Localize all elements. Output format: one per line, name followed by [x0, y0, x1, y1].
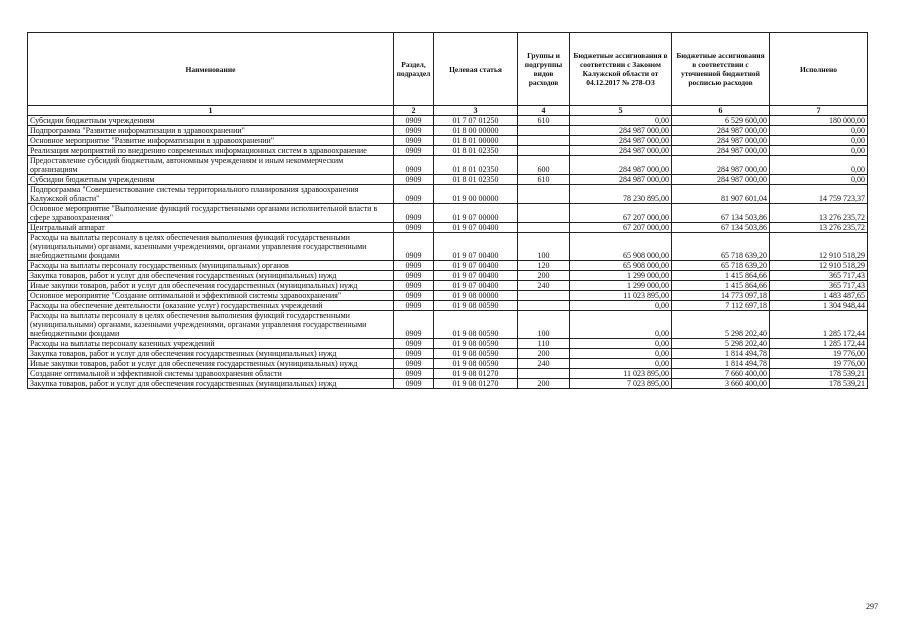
- row-budget-refined: 1 814 494,78: [672, 349, 770, 359]
- row-group: [518, 146, 570, 156]
- row-target: 01 9 07 00400: [434, 261, 518, 271]
- table-row: [28, 281, 868, 291]
- row-target: 01 8 00 00000: [434, 126, 518, 136]
- row-budget-law: 67 207 000,00: [570, 204, 672, 223]
- row-group: 600: [518, 156, 570, 175]
- row-name: Иные закупки товаров, работ и услуг для обеспечения государственных (муниципальных) нужд: [28, 359, 394, 369]
- row-target: 01 9 08 00590: [434, 311, 518, 339]
- table-row: [28, 349, 868, 359]
- row-target: 01 9 07 00400: [434, 223, 518, 233]
- table-row: [28, 136, 868, 146]
- row-executed: 1 285 172,44: [770, 311, 868, 339]
- row-executed: 178 539,21: [770, 379, 868, 389]
- row-section: 0909: [394, 359, 434, 369]
- row-group: 200: [518, 379, 570, 389]
- row-budget-refined: 5 298 202,40: [672, 311, 770, 339]
- row-budget-refined: 284 987 000,00: [672, 136, 770, 146]
- row-target: 01 9 08 00590: [434, 349, 518, 359]
- row-group: [518, 291, 570, 301]
- row-budget-law: 67 207 000,00: [570, 223, 672, 233]
- row-budget-law: 0,00: [570, 116, 672, 126]
- row-group: 200: [518, 349, 570, 359]
- row-executed: 1 285 172,44: [770, 339, 868, 349]
- row-target: 01 9 08 00590: [434, 339, 518, 349]
- row-budget-law: 11 023 895,00: [570, 369, 672, 379]
- row-executed: 13 276 235,72: [770, 223, 868, 233]
- row-target: 01 9 07 00400: [434, 271, 518, 281]
- row-target: 01 9 08 00590: [434, 301, 518, 311]
- row-section: 0909: [394, 116, 434, 126]
- column-number: 4: [518, 106, 570, 116]
- row-budget-law: 1 299 000,00: [570, 271, 672, 281]
- row-name: Расходы на выплаты персоналу в целях обеспечения выполнения функций государственными (муниципальными) органами, казенными учреждениями, органами управления государственными внебюджетными фондами: [28, 311, 394, 339]
- table-row: [28, 223, 868, 233]
- row-name: Иные закупки товаров, работ и услуг для обеспечения государственных (муниципальных) нужд: [28, 281, 394, 291]
- row-executed: 12 910 518,29: [770, 261, 868, 271]
- row-name: Расходы на выплаты персоналу государственных (муниципальных) органов: [28, 261, 394, 271]
- row-name: Подпрограмма "Совершенствование системы территориального планирования здравоохранения Калужской области": [28, 185, 394, 204]
- budget-table: [27, 32, 868, 389]
- row-group: [518, 301, 570, 311]
- row-executed: 19 776,00: [770, 359, 868, 369]
- row-budget-refined: 7 112 697,18: [672, 301, 770, 311]
- row-target: 01 8 01 00000: [434, 136, 518, 146]
- row-target: 01 9 08 00590: [434, 359, 518, 369]
- column-number: 1: [28, 106, 394, 116]
- column-number: 6: [672, 106, 770, 116]
- row-name: Центральный аппарат: [28, 223, 394, 233]
- table-row: [28, 146, 868, 156]
- row-section: 0909: [394, 311, 434, 339]
- row-name: Закупка товаров, работ и услуг для обеспечения государственных (муниципальных) нужд: [28, 271, 394, 281]
- table-row: [28, 339, 868, 349]
- row-executed: 19 776,00: [770, 349, 868, 359]
- table-row: [28, 156, 868, 175]
- table-row: [28, 359, 868, 369]
- row-target: 01 9 07 00400: [434, 233, 518, 261]
- row-target: 01 8 01 02350: [434, 156, 518, 175]
- header-section: Раздел, подраздел: [394, 33, 434, 106]
- header-executed: Исполнено: [770, 33, 868, 106]
- row-group: 110: [518, 339, 570, 349]
- row-budget-law: 11 023 895,00: [570, 291, 672, 301]
- row-name: Закупка товаров, работ и услуг для обеспечения государственных (муниципальных) нужд: [28, 379, 394, 389]
- table-row: [28, 311, 868, 339]
- header-name: Наименование: [28, 33, 394, 106]
- row-budget-law: 284 987 000,00: [570, 156, 672, 175]
- row-budget-refined: 14 773 097,18: [672, 291, 770, 301]
- row-budget-law: 0,00: [570, 311, 672, 339]
- row-section: 0909: [394, 271, 434, 281]
- row-section: 0909: [394, 301, 434, 311]
- row-target: 01 8 01 02350: [434, 175, 518, 185]
- row-budget-refined: 3 660 400,00: [672, 379, 770, 389]
- row-budget-refined: 81 907 601,04: [672, 185, 770, 204]
- row-section: 0909: [394, 223, 434, 233]
- row-executed: 0,00: [770, 126, 868, 136]
- table-row: [28, 175, 868, 185]
- column-number: 7: [770, 106, 868, 116]
- row-section: 0909: [394, 175, 434, 185]
- row-group: 610: [518, 175, 570, 185]
- row-name: Субсидии бюджетным учреждениям: [28, 175, 394, 185]
- row-budget-refined: 67 134 503,86: [672, 204, 770, 223]
- row-budget-refined: 5 298 202,40: [672, 339, 770, 349]
- row-budget-refined: 65 718 639,20: [672, 233, 770, 261]
- row-executed: 178 539,21: [770, 369, 868, 379]
- row-budget-refined: 284 987 000,00: [672, 126, 770, 136]
- row-executed: 1 483 487,65: [770, 291, 868, 301]
- row-group: [518, 204, 570, 223]
- row-name: Создание оптимальной и эффективной системы здравоохранения области: [28, 369, 394, 379]
- row-name: Расходы на выплаты персоналу казенных учреждений: [28, 339, 394, 349]
- row-name: Предоставление субсидий бюджетным, автономным учреждениям и иным некоммерческим организациям: [28, 156, 394, 175]
- row-group: 200: [518, 271, 570, 281]
- row-executed: 12 910 518,29: [770, 233, 868, 261]
- header-row: [28, 33, 868, 106]
- row-group: 240: [518, 281, 570, 291]
- row-executed: 14 759 723,37: [770, 185, 868, 204]
- row-name: Расходы на обеспечение деятельности (оказание услуг) государственных учреждений: [28, 301, 394, 311]
- table-row: [28, 301, 868, 311]
- table-row: [28, 369, 868, 379]
- row-group: [518, 185, 570, 204]
- row-section: 0909: [394, 349, 434, 359]
- row-executed: 0,00: [770, 136, 868, 146]
- row-section: 0909: [394, 156, 434, 175]
- row-budget-refined: 1 415 864,66: [672, 281, 770, 291]
- row-section: 0909: [394, 379, 434, 389]
- row-budget-law: 7 023 895,00: [570, 379, 672, 389]
- row-budget-law: 78 230 895,00: [570, 185, 672, 204]
- table-row: [28, 233, 868, 261]
- row-budget-law: 284 987 000,00: [570, 136, 672, 146]
- row-target: 01 8 01 02350: [434, 146, 518, 156]
- row-executed: 180 000,00: [770, 116, 868, 126]
- row-executed: 0,00: [770, 175, 868, 185]
- table-body: [28, 106, 868, 389]
- row-budget-law: 0,00: [570, 301, 672, 311]
- row-budget-law: 1 299 000,00: [570, 281, 672, 291]
- row-group: 610: [518, 116, 570, 126]
- row-budget-law: 65 908 000,00: [570, 261, 672, 271]
- column-number: 3: [434, 106, 518, 116]
- column-number: 5: [570, 106, 672, 116]
- row-budget-refined: 6 529 600,00: [672, 116, 770, 126]
- row-section: 0909: [394, 281, 434, 291]
- row-name: Расходы на выплаты персоналу в целях обеспечения выполнения функций государственными (муниципальными) органами, казенными учреждениями, органами управления государственными внебюджетными фондами: [28, 233, 394, 261]
- row-target: 01 9 08 01270: [434, 369, 518, 379]
- row-section: 0909: [394, 369, 434, 379]
- header-group: Группы и подгруппы видов расходов: [518, 33, 570, 106]
- row-group: [518, 126, 570, 136]
- row-section: 0909: [394, 339, 434, 349]
- row-section: 0909: [394, 126, 434, 136]
- row-budget-refined: 1 415 864,66: [672, 271, 770, 281]
- row-target: 01 9 08 00000: [434, 291, 518, 301]
- row-name: Реализация мероприятий по внедрению современных информационных систем в здравоохранение: [28, 146, 394, 156]
- row-group: [518, 136, 570, 146]
- row-budget-law: 0,00: [570, 349, 672, 359]
- row-executed: 365 717,43: [770, 281, 868, 291]
- row-name: Основное мероприятие "Развитие информатизации в здравоохранении": [28, 136, 394, 146]
- row-executed: 365 717,43: [770, 271, 868, 281]
- row-budget-refined: 1 814 494,78: [672, 359, 770, 369]
- row-budget-refined: 7 660 400,00: [672, 369, 770, 379]
- row-budget-refined: 67 134 503,86: [672, 223, 770, 233]
- row-budget-refined: 65 718 639,20: [672, 261, 770, 271]
- row-budget-law: 284 987 000,00: [570, 146, 672, 156]
- row-target: 01 9 07 00000: [434, 204, 518, 223]
- row-section: 0909: [394, 136, 434, 146]
- header-budget-refined: Бюджетные ассигнования в соответствии с уточненной бюджетной росписью расходов: [672, 33, 770, 106]
- table-row: [28, 116, 868, 126]
- row-target: 01 7 07 01250: [434, 116, 518, 126]
- row-name: Основное мероприятие "Выполнение функций государственными органами исполнительной власти в сфере здравоохранения": [28, 204, 394, 223]
- table-row: [28, 126, 868, 136]
- table-row: [28, 261, 868, 271]
- row-group: [518, 223, 570, 233]
- row-section: 0909: [394, 291, 434, 301]
- row-executed: 0,00: [770, 146, 868, 156]
- header-budget-law: Бюджетные ассигнования в соответствии с Законом Калужской области от 04.12.2017 № 278-ОЗ: [570, 33, 672, 106]
- row-section: 0909: [394, 185, 434, 204]
- row-budget-law: 284 987 000,00: [570, 126, 672, 136]
- row-budget-law: 284 987 000,00: [570, 175, 672, 185]
- row-executed: 1 304 948,44: [770, 301, 868, 311]
- row-group: 100: [518, 233, 570, 261]
- row-group: 240: [518, 359, 570, 369]
- row-group: 100: [518, 311, 570, 339]
- row-budget-refined: 284 987 000,00: [672, 146, 770, 156]
- column-number: 2: [394, 106, 434, 116]
- row-section: 0909: [394, 204, 434, 223]
- row-budget-law: 0,00: [570, 339, 672, 349]
- row-group: 120: [518, 261, 570, 271]
- table-row: [28, 204, 868, 223]
- page-number: 297: [866, 602, 878, 611]
- row-section: 0909: [394, 233, 434, 261]
- row-section: 0909: [394, 261, 434, 271]
- row-budget-law: 65 908 000,00: [570, 233, 672, 261]
- row-group: [518, 369, 570, 379]
- row-target: 01 9 07 00400: [434, 281, 518, 291]
- row-budget-refined: 284 987 000,00: [672, 175, 770, 185]
- column-number-row: [28, 106, 868, 116]
- table-row: [28, 379, 868, 389]
- table-row: [28, 271, 868, 281]
- row-section: 0909: [394, 146, 434, 156]
- row-name: Подпрограмма "Развитие информатизации в здравоохранении": [28, 126, 394, 136]
- table-row: [28, 185, 868, 204]
- header-target: Целевая статья: [434, 33, 518, 106]
- row-target: 01 9 08 01270: [434, 379, 518, 389]
- row-budget-law: 0,00: [570, 359, 672, 369]
- row-name: Основное мероприятие "Создание оптимальной и эффективной системы здравоохранения": [28, 291, 394, 301]
- row-executed: 13 276 235,72: [770, 204, 868, 223]
- row-budget-refined: 284 987 000,00: [672, 156, 770, 175]
- row-name: Закупка товаров, работ и услуг для обеспечения государственных (муниципальных) нужд: [28, 349, 394, 359]
- table-row: [28, 291, 868, 301]
- row-executed: 0,00: [770, 156, 868, 175]
- row-target: 01 9 00 00000: [434, 185, 518, 204]
- row-name: Субсидии бюджетным учреждениям: [28, 116, 394, 126]
